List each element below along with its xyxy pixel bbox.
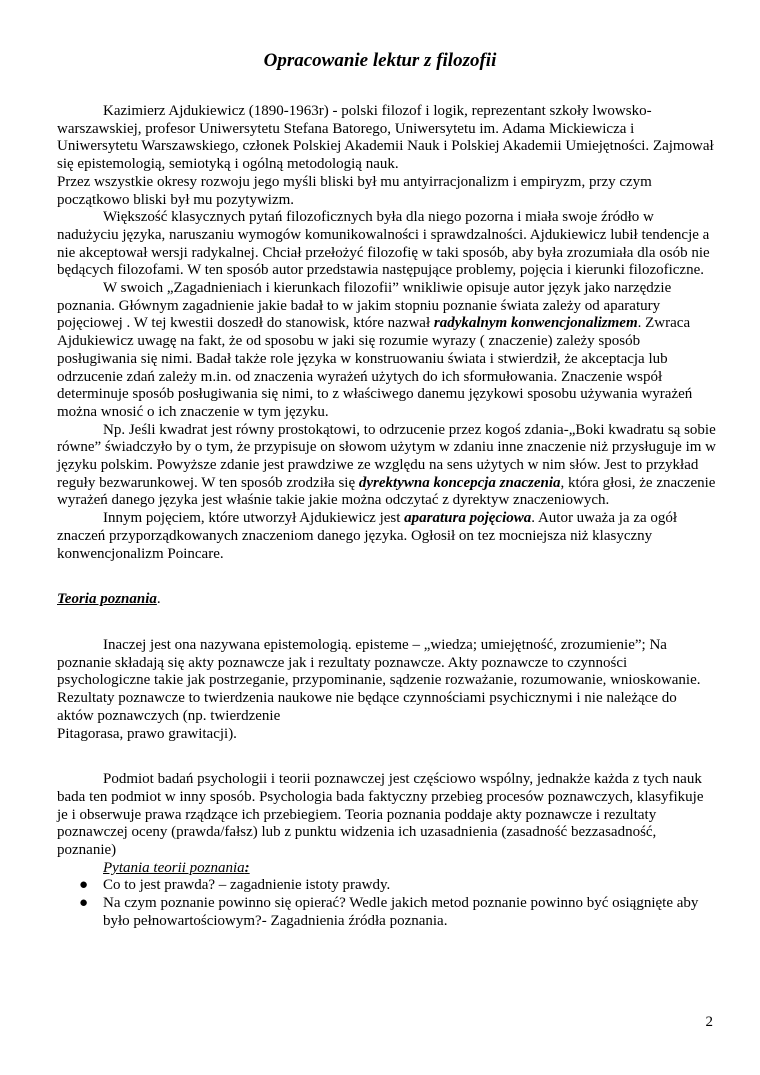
subheading-questions: [103, 860, 717, 878]
bullet-icon: ●: [79, 877, 89, 894]
paragraph-epistemology: Inaczej jest ona nazywana epistemologią. episteme – „wiedza; umiejętność, zrozumienie”; Na poznanie składają się akty poznawcze jak i rezultaty poznawcze. Akty poznawcze to czynności psychologiczne takie jak postrzeganie, przypominanie, sądzenie rozważanie, rozumowanie, wnioskowanie. Rezultaty poznawcze to twierdzenia naukowe nie będące czynnościami psychicznymi i nie należące do aktów poznawczych (np. twierdzenie: [57, 636, 701, 724]
document-title: Opracowanie lektur z filozofii: [263, 50, 497, 71]
section-heading-text: Teoria poznania: [57, 591, 157, 608]
paragraph-directive-meaning: [57, 422, 717, 511]
paragraph-epistemology-cont: Pitagorasa, prawo grawitacji).: [57, 725, 237, 742]
paragraph-philosophical-questions: Większość klasycznych pytań filozoficznych była dla niego pozorna i miała swoje źródło w nadużyciu języka, naruszaniu wymogów komunikowalności i sprawdzalności. Ajdukiewicz lubił tendencje a nie akceptował wersji radykalnej. Chciał przełożyć filozofię w taki sposób, aby była zrozumiała dla osób nie będących filozofami. W ten sposób autor przedstawia następujące problemy, pojęcia i kierunki filozoficzne.: [57, 209, 710, 279]
questions-list: [57, 877, 717, 930]
section-heading: [57, 591, 717, 609]
paragraph-ajdukiewicz-bio: Kazimierz Ajdukiewicz (1890-1963r) - polski filozof i logik, reprezentant szkoły lwowsko-warszawskiej, profesor Uniwersytetu Stefana Batorego, Uniwersytetu im. Adama Mickiewicza i Uniwersytetu Warszawskiego, członek Polskiej Akademii Nauk i Polskiej Akademii Umiejętności. Zajmował się epistemologią, semiotyką i ogólną metodologią nauk.: [57, 103, 714, 173]
spacer: [57, 563, 717, 591]
list-item-text: Na czym poznanie powinno się opierać? Wedle jakich metod poznanie powinno być osiągnięte aby było pełnowartościowym?- Zagadnienia źródła poznania.: [103, 895, 699, 929]
list-item: [57, 895, 717, 930]
term-conceptual-apparatus: aparatura pojęciowa: [404, 510, 532, 527]
subheading-text: Pytania teorii poznania: [103, 859, 245, 876]
list-item-text: Co to jest prawda? – zagadnienie istoty prawdy.: [103, 877, 391, 894]
text-run: , która głosi, że znaczenie wyrażeń danego języka jest właśnie takie jakie można odczytać z dyrektyw znaczeniowych.: [57, 474, 716, 509]
text-run: Np. Jeśli kwadrat jest równy prostokątowi, to odrzucenie przez kogoś zdania-„Boki kwadratu są sobie równe” świadczyło by o tym, że przypisuje on słowom użytym w zdaniu inne znaczenie niż przysługuje im w języku polskim. Powyższe zdanie jest prawdziwe ze względu na sens użytych w nim słów. Jest to przykład reguły bezwarunkowej. W ten sposób zrodziła się: [57, 421, 716, 491]
document-body: [57, 103, 717, 931]
spacer: [57, 743, 717, 771]
paragraph-conceptual-apparatus: [57, 510, 717, 563]
list-item: [57, 877, 717, 895]
paragraph-psychology-vs-epistemology: Podmiot badań psychologii i teorii poznawczej jest częściowo wspólny, jednakże każda z tych nauk bada ten podmiot w inny sposób. Psychologia bada faktyczny przebieg procesów poznawczych, klasyfikuje je i obserwuje prawa rządzące ich przebiegiem. Teoria poznania poddaje akty poznawcze i rezultaty poznawczej oceny (prawda/fałsz) lub z punktu widzenia ich uzasadnienia (zasadność bezzasadność, poznanie): [57, 771, 704, 859]
spacer: [57, 609, 717, 637]
term-directive-meaning: dyrektywna koncepcja znaczenia: [358, 474, 561, 491]
paragraph-influences: Przez wszystkie okresy rozwoju jego myśli bliski był mu antyirracjonalizm i empiryzm, przy czym początkowo bliski był mu pozytywizm.: [57, 173, 652, 208]
subheading-colon: :: [244, 859, 250, 876]
term-radical-conventionalism: radykalnym konwencjonalizmem: [433, 315, 638, 332]
bullet-icon: ●: [79, 895, 89, 912]
text-run: W swoich „Zagadnieniach i kierunkach filozofii” wnikliwie opisuje autor język jako narzędzie poznania. Głównym zagadnienie jakie badał to w jakim stopniu poznanie świata zależy od aparatury pojęciowej . W tej kwestii doszedł do stanowisk, które nazwał: [57, 280, 672, 332]
text-run: Innym pojęciem, które utworzył Ajdukiewicz jest: [103, 510, 405, 527]
section-heading-dot: .: [156, 591, 161, 608]
paragraph-conventionalism: [57, 280, 717, 422]
page-number: 2: [705, 1014, 713, 1030]
text-run: . Zwraca Ajdukiewicz uwagę na fakt, że od sposobu w jaki się rozumie wyrazy ( znaczenie) zależy sposób posługiwania się nimi. Badał także role języka w konstruowaniu świata i stwierdził, że akceptacja lub odrzucenie zdań zależy m.in. od znaczenia wyrażeń użytych do ich sformułowania. Znaczenie współ determinuje sposób posługiwania się nimi, to z właściwego danemu językowi sposobu używania wyrażeń można wnosić o ich znaczenie w tym języku.: [57, 315, 693, 420]
text-run: . Autor uważa ja za ogół znaczeń przyporządkowanych znaczeniom danego języka. Ogłosił on tez mocniejsza niż klasyczny konwencjonalizm Poincare.: [57, 510, 678, 562]
